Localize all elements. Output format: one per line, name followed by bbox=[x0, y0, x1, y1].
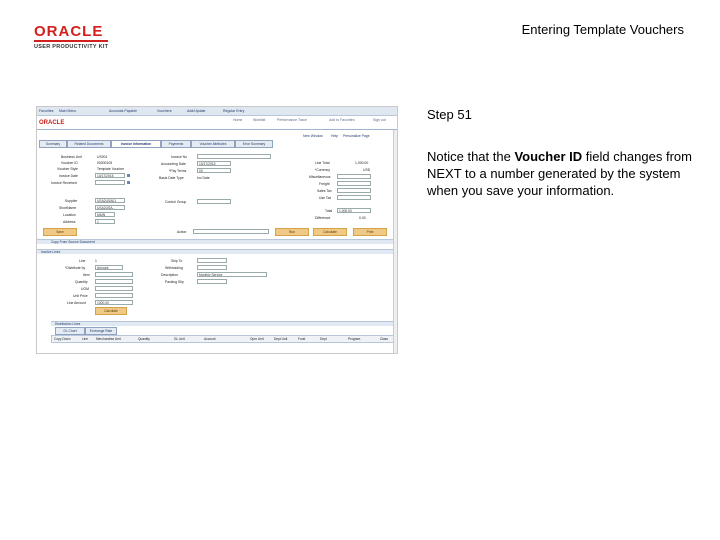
col-dept: Dept bbox=[320, 337, 327, 341]
invoice-lines-header: Invoice Lines bbox=[37, 249, 394, 254]
run-button[interactable]: Run bbox=[275, 228, 309, 236]
distribute-by-select[interactable]: Amount bbox=[95, 265, 123, 270]
breadcrumb-main-menu[interactable]: Main Menu bbox=[59, 109, 77, 113]
label-packing-slip: Packing Slip bbox=[165, 280, 184, 284]
label-address: Address bbox=[63, 220, 76, 224]
description-input[interactable]: Monthly Service bbox=[197, 272, 267, 277]
label-freight: Freight bbox=[319, 182, 330, 186]
link-add-favorites[interactable]: Add to Favorites bbox=[329, 118, 355, 122]
label-accounting-date: Accounting Date bbox=[161, 162, 186, 166]
location-input[interactable]: MAIN bbox=[95, 212, 115, 217]
link-home[interactable]: Home bbox=[233, 118, 243, 122]
breadcrumb-accounts-payable[interactable]: Accounts Payable bbox=[109, 109, 138, 113]
label-ship-to: Ship To bbox=[171, 259, 183, 263]
label-difference: Difference bbox=[315, 216, 331, 220]
col-quantity: Quantity bbox=[138, 337, 150, 341]
col-oper-unit: Oper Unit bbox=[250, 337, 264, 341]
label-description: Description bbox=[161, 273, 178, 277]
label-item: Item bbox=[83, 273, 90, 277]
step-text-after: field changes from NEXT to a number generated by the system when you save your information. bbox=[427, 149, 692, 198]
vertical-scrollbar[interactable] bbox=[393, 130, 397, 353]
uom-input[interactable] bbox=[95, 286, 133, 291]
label-voucher-style: Voucher Style bbox=[57, 167, 78, 171]
label-invoice-no: Invoice No bbox=[171, 155, 188, 159]
supplier-input[interactable]: USA2USA01 bbox=[95, 198, 125, 203]
col-copy-down: Copy Down bbox=[54, 337, 71, 341]
value-voucher-style: Template Voucher bbox=[97, 167, 125, 171]
col-line: Line bbox=[82, 337, 89, 341]
line-calculate-button[interactable]: Calculate bbox=[95, 307, 127, 315]
label-location: Location bbox=[63, 213, 76, 217]
copy-from-source-link[interactable]: Copy From Source Document bbox=[37, 239, 394, 244]
label-quantity: Quantity bbox=[75, 280, 88, 284]
breadcrumb-favorites[interactable]: Favorites bbox=[39, 109, 54, 113]
breadcrumb-regular-entry[interactable]: Regular Entry bbox=[223, 109, 245, 113]
value-business-unit: US001 bbox=[97, 155, 108, 159]
label-basis-date-type: Basis Date Type bbox=[159, 176, 184, 180]
label-supplier: Supplier bbox=[65, 199, 78, 203]
value-basis-date-type: Inv Date bbox=[197, 176, 210, 180]
label-short-name: ShortName bbox=[59, 206, 77, 210]
tab-voucher-attributes[interactable]: Voucher Attributes bbox=[191, 140, 235, 148]
tab-gl-chart[interactable]: GL Chart bbox=[55, 327, 85, 335]
use-tax-input[interactable] bbox=[337, 195, 371, 200]
application-screenshot bbox=[36, 106, 398, 354]
app-banner bbox=[37, 116, 397, 128]
save-button[interactable]: Save bbox=[43, 228, 77, 236]
withholding-input[interactable] bbox=[197, 265, 227, 270]
miscellaneous-input[interactable] bbox=[337, 174, 371, 179]
value-difference: 0.00 bbox=[359, 216, 366, 220]
label-total: Total bbox=[325, 209, 333, 213]
control-group-input[interactable] bbox=[197, 199, 231, 204]
page-title: Entering Template Vouchers bbox=[521, 22, 684, 37]
value-line-total: 1,000.00 bbox=[355, 161, 369, 165]
label-invoice-date: Invoice Date bbox=[59, 174, 78, 178]
step-title: Step 51 bbox=[427, 107, 472, 122]
calendar-icon[interactable] bbox=[127, 174, 130, 177]
col-merchandise-amt: Merchandise Amt bbox=[96, 337, 121, 341]
step-instruction bbox=[427, 148, 697, 199]
short-name-input[interactable]: USA2USA... bbox=[95, 205, 125, 210]
value-line: 1 bbox=[95, 259, 97, 263]
packing-slip-input[interactable] bbox=[197, 279, 227, 284]
sales-tax-input[interactable] bbox=[337, 188, 371, 193]
accounting-date-input[interactable]: 10/17/2015 bbox=[197, 161, 231, 166]
tab-summary[interactable]: Summary bbox=[39, 140, 67, 148]
logo-oracle-text: ORACLE bbox=[34, 23, 104, 40]
breadcrumb-bar bbox=[37, 107, 397, 116]
value-voucher-id: 00000105 bbox=[97, 161, 113, 165]
label-line: Line bbox=[79, 259, 86, 263]
link-performance-trace[interactable]: Performance Trace bbox=[277, 118, 307, 122]
calendar-icon[interactable] bbox=[127, 181, 130, 184]
quantity-input[interactable] bbox=[95, 279, 133, 284]
logo-subtitle: USER PRODUCTIVITY KIT bbox=[34, 44, 109, 50]
col-dept-unit: Dept Unit bbox=[274, 337, 288, 341]
tab-payments[interactable]: Payments bbox=[161, 140, 191, 148]
invoice-date-input[interactable]: 10/17/2015 bbox=[95, 173, 125, 178]
unit-price-input[interactable] bbox=[95, 293, 133, 298]
label-invoice-received: Invoice Received bbox=[51, 181, 77, 185]
label-miscellaneous: Miscellaneous bbox=[309, 175, 331, 179]
logo-rule bbox=[34, 40, 108, 42]
label-currency: *Currency bbox=[315, 168, 331, 172]
distribution-lines-header: Distribution Lines bbox=[51, 321, 394, 326]
col-class: Class bbox=[380, 337, 388, 341]
link-personalize-page[interactable]: Personalize Page bbox=[343, 134, 370, 138]
ship-to-input[interactable] bbox=[197, 258, 227, 263]
address-input[interactable]: 1 bbox=[95, 219, 115, 224]
link-worklist[interactable]: Worklist bbox=[253, 118, 266, 122]
tab-exchange-rate[interactable]: Exchange Rate bbox=[85, 327, 117, 335]
breadcrumb-add-update[interactable]: Add/Update bbox=[187, 109, 206, 113]
label-line-amount: Line Amount bbox=[67, 301, 86, 305]
label-uom: UOM bbox=[81, 287, 89, 291]
action-select[interactable] bbox=[193, 229, 269, 234]
label-unit-price: Unit Price bbox=[73, 294, 88, 298]
label-use-tax: Use Tax bbox=[319, 196, 332, 200]
link-new-window[interactable]: New Window bbox=[303, 134, 323, 138]
freight-input[interactable] bbox=[337, 181, 371, 186]
calculate-button[interactable]: Calculate bbox=[313, 228, 347, 236]
tab-related-documents[interactable]: Related Documents bbox=[67, 140, 111, 148]
breadcrumb-vouchers[interactable]: Vouchers bbox=[157, 109, 172, 113]
label-control-group: Control Group bbox=[165, 200, 187, 204]
label-voucher-id: Voucher ID bbox=[61, 161, 78, 165]
tab-invoice-information[interactable]: Invoice Information bbox=[111, 140, 161, 148]
item-input[interactable] bbox=[95, 272, 133, 277]
tab-error-summary[interactable]: Error Summary bbox=[235, 140, 273, 148]
distribution-table-header bbox=[51, 335, 396, 343]
total-input[interactable]: 1,000.00 bbox=[337, 208, 371, 213]
print-button[interactable]: Print bbox=[353, 228, 387, 236]
label-action: Action bbox=[177, 230, 187, 234]
label-withholding: Withholding bbox=[165, 266, 183, 270]
app-brand: ORACLE bbox=[39, 120, 65, 126]
oracle-upk-logo bbox=[34, 24, 126, 50]
label-pay-terms: *Pay Terms bbox=[169, 169, 187, 173]
step-text-bold: Voucher ID bbox=[514, 149, 583, 164]
invoice-received-input[interactable] bbox=[95, 180, 125, 185]
link-sign-out[interactable]: Sign out bbox=[373, 118, 386, 122]
label-business-unit: Business Unit bbox=[61, 155, 82, 159]
col-account: Account bbox=[204, 337, 216, 341]
col-fund: Fund bbox=[298, 337, 306, 341]
step-text-before: Notice that the bbox=[427, 149, 515, 164]
col-gl-unit: GL Unit bbox=[174, 337, 185, 341]
col-program: Program bbox=[348, 337, 361, 341]
link-help[interactable]: Help bbox=[331, 134, 338, 138]
banner-divider bbox=[37, 129, 397, 130]
pay-terms-input[interactable]: 00 bbox=[197, 168, 231, 173]
invoice-no-input[interactable] bbox=[197, 154, 271, 159]
label-sales-tax: Sales Tax bbox=[317, 189, 332, 193]
label-distribute-by: *Distribute by bbox=[65, 266, 86, 270]
label-line-total: Line Total bbox=[315, 161, 330, 165]
value-currency: USD bbox=[363, 168, 371, 172]
line-amount-input[interactable]: 1000.00 bbox=[95, 300, 133, 305]
